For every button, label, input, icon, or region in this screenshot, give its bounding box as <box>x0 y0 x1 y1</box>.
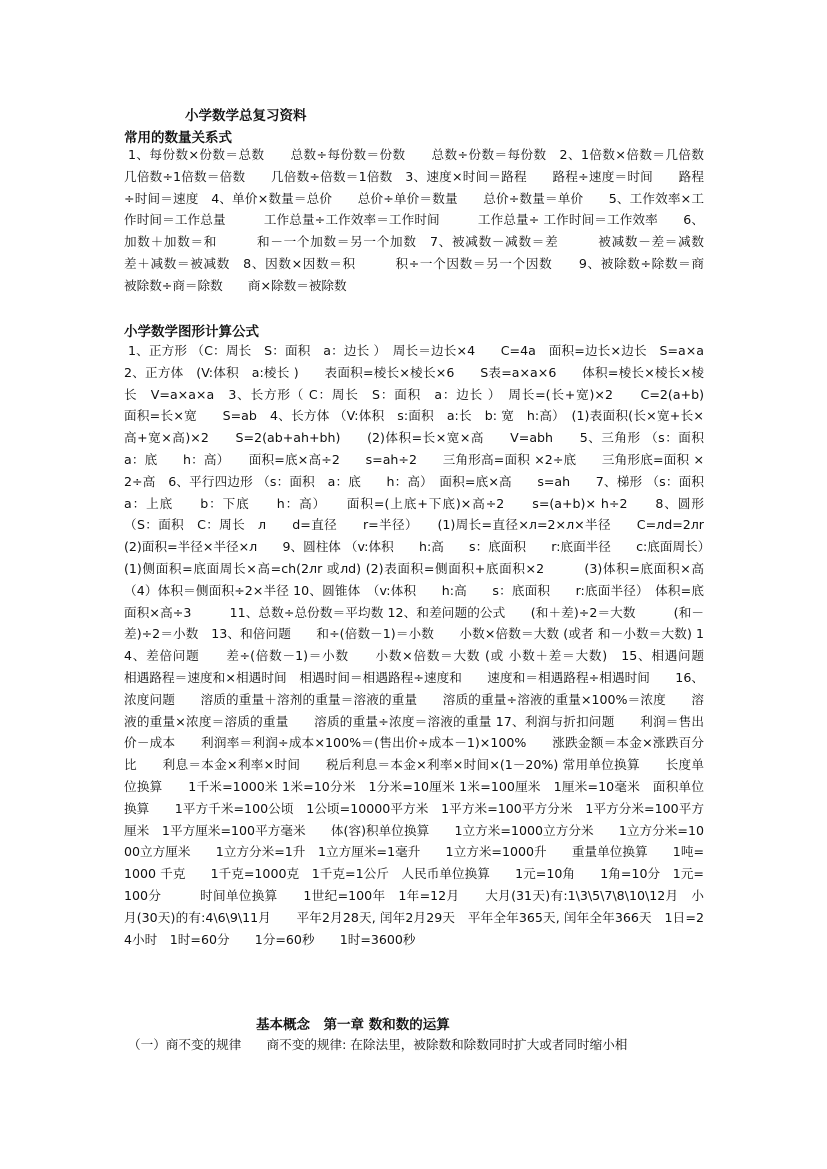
quantity-relations-paragraph: 1、每份数×份数＝总数 总数÷每份数＝份数 总数÷份数＝每份数 2、1倍数×倍数＝几倍数 几倍数÷1倍数＝倍数 几倍数÷倍数＝1倍数 3、速度×时间＝路程 路程÷速度＝时间 路程÷时间＝速度 4、单价×数量＝总价 总价÷单价＝数量 总价÷数量＝单价 5、工作效率×工作时间＝工作总量 工作总量÷工作效率＝工作时间 工作总量÷ 工作时间＝工作效率 6、加数＋加数＝和 和－一个加数＝另一个加数 7、被减数－减数＝差 被减数－差＝减数 差＋减数＝被减数 8、因数×因数＝积 积÷一个因数＝另一个因数 9、被除数÷除数＝商 被除数÷商＝除数 商×除数＝被除数 <box>124 147 730 293</box>
document-title: 小学数学总复习资料 <box>185 108 307 124</box>
geometry-formulas-paragraph: 1、正方形 （C：周长 S：面积 a：边长 ） 周长＝边长×4 C=4a 面积=边长×边长 S=a×a 2、正方体 (V:体积 a:棱长 ) 表面积=棱长×棱长×6 S表=a×a×6 体积=棱长×棱长×棱长 V=a×a×a 3、长方形（ C：周长 S：面积 a：边长 ） 周长=(长+宽)×2 C=2(a+b) 面积=长×宽 S=ab 4、长方体 （V:体积 s:面积 a:长 b: 宽 h:高） (1)表面积(长×宽+长×高+宽×高)×2 S=2(ab+ah+bh) (2)体积=长×宽×高 V=abh 5、三角形 （s：面积 a：底 h：高） 面积=底×高÷2 s=ah÷2 三角形高=面积 ×2÷底 三角形底=面积 ×2÷高 6、平行四边形 （s：面积 a：底 h：高） 面积=底×高 s=ah 7、梯形 （s：面积 a：上底 b：下底 h：高） 面积=(上底+下底)×高÷2 s=(a+b)× h÷2 8、圆形 （S：面积 C：周长 л d=直径 r=半径） (1)周长=直径×л=2×л×半径 C=лd=2лr (2)面积=半径×半径×л 9、圆柱体 （v:体积 h:高 s：底面积 r:底面半径 c:底面周长） (1)侧面积=底面周长×高=ch(2лr 或лd) (2)表面积=侧面积+底面积×2 (3)体积=底面积×高 （4）体积＝侧面积÷2×半径 10、圆锥体 （v:体积 h:高 s：底面积 r:底面半径） 体积=底面积×高÷3 11、总数÷总份数＝平均数 12、和差问题的公式 (和＋差)÷2＝大数 (和－差)÷2＝小数 13、和倍问题 和÷(倍数－1)＝小数 小数×倍数＝大数 (或者 和－小数＝大数) 14、差倍问题 差÷(倍数－1)＝小数 小数×倍数＝大数 (或 小数＋差＝大数) 15、相遇问题 相遇路程＝速度和×相遇时间 相遇时间＝相遇路程÷速度和 速度和＝相遇路程÷相遇时间 16、浓度问题 溶质的重量＋溶剂的重量＝溶液的重量 溶质的重量÷溶液的重量×100%＝浓度 溶液的重量×浓度＝溶质的重量 溶质的重量÷浓度＝溶液的重量 17、利润与折扣问题 利润＝售出价－成本 利润率＝利润÷成本×100%＝(售出价÷成本－1)×100% 涨跌金额＝本金×涨跌百分比 利息＝本金×利率×时间 税后利息＝本金×利率×时间×(1－20%) 常用单位换算 长度单位换算 1千米=1000米 1米=10分米 1分米=10厘米 1米=100厘米 1厘米=10毫米 面积单位换算 1平方千米=100公顷 1公顷=10000平方米 1平方米=100平方分米 1平方分米=100平方厘米 1平方厘米=100平方毫米 体(容)积单位换算 1立方米=1000立方分米 1立方分米=1000立方厘米 1立方分米=1升 1立方厘米=1毫升 1立方米=1000升 重量单位换算 1吨=1000 千克 1千克=1000克 1千克=1公斤 人民币单位换算 1元=10角 1角=10分 1元=100分 时间单位换算 1世纪=100年 1年=12月 大月(31天)有:1\3\5\7\8\10\12月 小月(30天)的有:4\6\9\11月 平年2月28天, 闰年2月29天 平年全年365天, 闰年全年366天 1日=24小时 1时=60分 1分=60秒 1时=3600秒 <box>124 343 730 947</box>
section-heading-quantity-relations: 常用的数量关系式 <box>124 130 232 146</box>
section-heading-geometry-formulas: 小学数学图形计算公式 <box>124 324 259 340</box>
chapter-first-line: （一）商不变的规律 商不变的规律: 在除法里，被除数和除数同时扩大或者同时缩小相 <box>128 1037 628 1052</box>
chapter-heading: 基本概念 第一章 数和数的运算 <box>256 1017 450 1033</box>
